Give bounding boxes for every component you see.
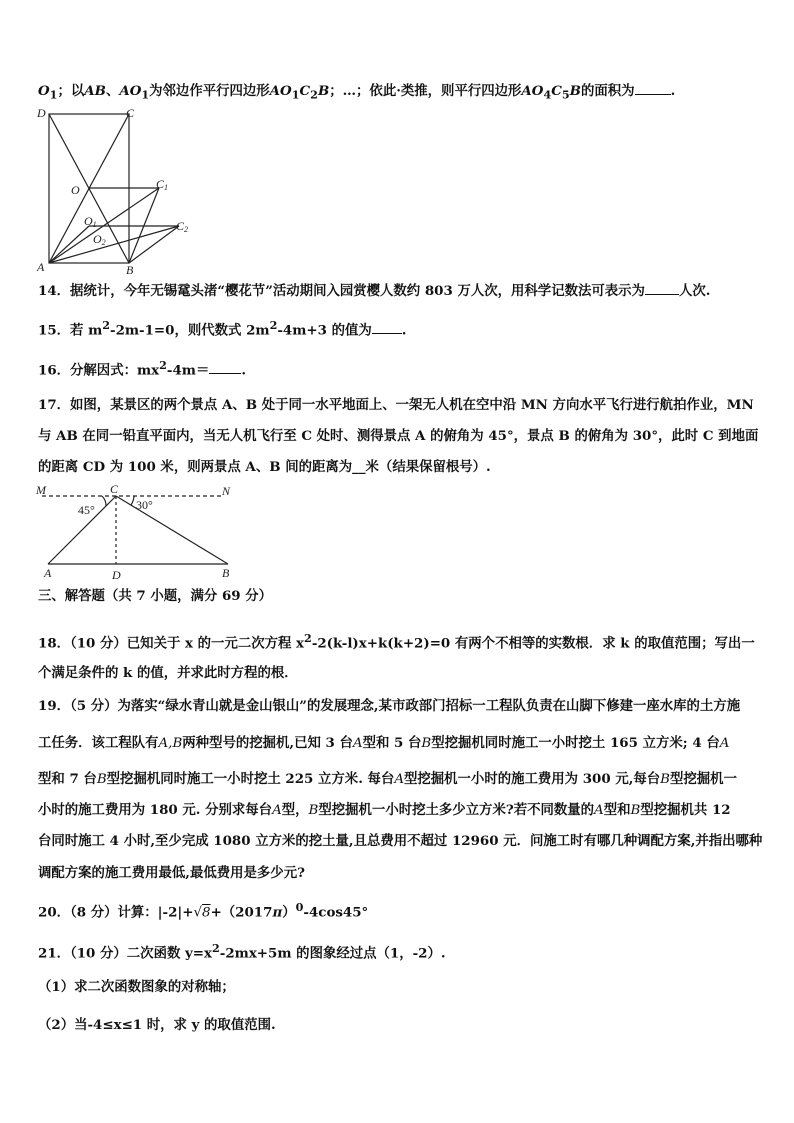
label-c1-sub: 1 xyxy=(164,183,169,192)
text: 型和 7 台 xyxy=(38,771,97,787)
question-16 xyxy=(38,357,758,379)
question-18-line2: 个满足条件的 k 的值，并求此时方程的根． xyxy=(38,665,298,681)
math-b: B xyxy=(96,772,107,787)
par-label: B xyxy=(317,83,330,99)
text: 型和 xyxy=(603,802,631,818)
superscript: 2 xyxy=(212,942,220,955)
text: 型挖掘机共 12 xyxy=(640,802,731,818)
question-21-part2: （2）当-4≤x≤1 时，求 y 的取值范围. xyxy=(38,1017,276,1033)
figure-drone xyxy=(34,482,244,582)
question-18-line1 xyxy=(38,630,758,652)
math-b: B xyxy=(421,736,432,751)
label-n: N xyxy=(222,484,231,498)
question-19-line5: 台同时施工 4 小时,至少完成 1080 立方米的挖土量,且总费用不超过 12960 元．问施工时有哪几种调配方案,并指出哪种 xyxy=(38,833,763,849)
question-20 xyxy=(38,899,758,922)
text: ；…；依此·类推，则平行四边形 xyxy=(329,83,522,99)
section-header: 三、解答题（共 7 小题，满分 69 分） xyxy=(38,588,273,604)
math-ab: A,B xyxy=(158,736,183,751)
label-c2-sub: 2 xyxy=(184,225,189,234)
text: 型挖掘机一 xyxy=(670,771,737,787)
par-label: B xyxy=(569,83,581,99)
text: 16．分解因式：mx xyxy=(38,362,160,379)
angle-arc-30 xyxy=(131,496,134,505)
answer-blank xyxy=(645,282,679,295)
question-19-line4 xyxy=(38,801,758,820)
text: 型挖掘机同时施工一小时挖土 225 立方米. 每台 xyxy=(106,771,395,787)
pi-symbol: π xyxy=(272,904,283,921)
subscript: 2 xyxy=(310,88,318,102)
question-17-line1: 17．如图，某景区的两个景点 A、B 处于同一水平地面上、一架无人机在空中沿 MN 方向水平飞行进行航拍作业，MN xyxy=(38,397,754,413)
question-17-line2: 与 AB 在同一铅直平面内，当无人机飞行至 C 处时、测得景点 A 的俯角为 45°，景点 B 的俯角为 30°，此时 C 到地面 xyxy=(38,428,759,444)
label-m: M xyxy=(36,483,46,497)
answer-blank xyxy=(635,82,671,95)
text: ；以 xyxy=(57,83,85,99)
label-b: B xyxy=(222,566,230,580)
answer-blank xyxy=(372,321,402,334)
text: 20．（8 分）计算：|-2|+ xyxy=(38,904,194,921)
text: -4m+3 的值为 xyxy=(277,322,372,339)
par-label: AO xyxy=(521,83,544,99)
label-o2-letter: O xyxy=(93,232,102,246)
label-c: C xyxy=(126,106,135,120)
text: 15．若 m xyxy=(38,322,103,339)
text: -4cos45° xyxy=(303,904,369,921)
text: -2m-1=0，则代数式 2m xyxy=(110,322,270,339)
label-30: 30° xyxy=(136,498,153,512)
question-15 xyxy=(38,317,758,339)
text: 型挖掘机一小时挖土多少立方米?若不同数量的 xyxy=(318,802,595,818)
q13-tail-line xyxy=(38,82,758,105)
subscript: 1 xyxy=(291,88,300,102)
label-c2 xyxy=(176,219,188,234)
text: 型挖掘机一小时的施工费用为 300 元,每台 xyxy=(403,771,661,787)
radicand: 8 xyxy=(202,905,211,921)
math-a: A xyxy=(352,736,363,751)
text: 型挖掘机同时施工一小时挖土 165 立方米; 4 台 xyxy=(431,735,720,751)
subscript: 1 xyxy=(49,88,58,102)
label-o2-sub: 2 xyxy=(101,238,106,247)
text: 21．（10 分）二次函数 y=x xyxy=(38,945,213,962)
label-b: B xyxy=(126,263,134,277)
text: 18．（10 分）已知关于 x 的一元二次方程 x xyxy=(38,635,305,652)
text: 两种型号的挖掘机,已知 3 台 xyxy=(182,735,353,751)
math-b: B xyxy=(630,803,641,818)
text: 工任务．该工程队有 xyxy=(38,735,159,751)
question-14 xyxy=(38,282,758,300)
text: . xyxy=(241,362,247,379)
text: -4m＝ xyxy=(166,362,210,379)
text: 、 xyxy=(105,83,120,99)
o1-label: O xyxy=(38,83,50,99)
answer-blank xyxy=(209,361,241,374)
label-o1-letter: O xyxy=(84,214,93,228)
label-o2 xyxy=(93,232,106,247)
math-b: B xyxy=(660,772,671,787)
superscript: 2 xyxy=(159,359,167,372)
label-d: D xyxy=(112,568,121,582)
label-o: O xyxy=(71,183,80,197)
segment-ab: AB xyxy=(84,83,106,99)
math-a: A xyxy=(272,803,282,818)
question-17-line3: 的距离 CD 为 100 米，则两景点 A、B 间的距离为__米（结果保留根号）. xyxy=(38,459,491,475)
text: 的面积为 xyxy=(581,83,635,99)
text: -2mx+5m 的图象经过点（1，-2）. xyxy=(219,945,446,962)
text: 型和 5 台 xyxy=(362,735,422,751)
superscript: 2 xyxy=(304,632,312,645)
figure-parallelogram xyxy=(34,106,204,278)
label-o1-sub: 1 xyxy=(92,220,97,229)
math-b: B xyxy=(308,803,319,818)
label-a: A xyxy=(44,566,52,580)
question-19-line1: 19．（5 分）为落实“绿水青山就是金山银山”的发展理念,某市政部门招标一工程队负责在山脚下修建一座水库的土方施 xyxy=(38,698,741,714)
label-d: D xyxy=(37,106,46,120)
angle-arc-45 xyxy=(102,496,106,506)
question-19-line3 xyxy=(38,770,758,789)
label-45: 45° xyxy=(78,503,95,517)
text: ） xyxy=(282,904,296,921)
label-o1 xyxy=(84,214,97,229)
question-text: 14．据统计，今年无锡鼋头渚“樱花节”活动期间入园赏樱人数约 803 万人次，用科学记数法可表示为 xyxy=(38,283,645,299)
par-label: C xyxy=(299,83,311,99)
math-a: A xyxy=(394,772,404,787)
sqrt-symbol: √ xyxy=(193,905,203,921)
subscript: 4 xyxy=(543,88,552,102)
text: +（2017 xyxy=(210,904,273,921)
subscript: 5 xyxy=(561,88,570,102)
text: 型， xyxy=(281,802,309,818)
question-19-line2 xyxy=(38,734,758,753)
question-19-line6: 调配方案的施工费用最低,最低费用是多少元? xyxy=(38,865,305,881)
subscript: 1 xyxy=(141,88,150,102)
segment-ao1: AO xyxy=(119,83,142,99)
superscript: 2 xyxy=(102,319,111,332)
text: 小时的施工费用为 180 元. 分别求每台 xyxy=(38,802,273,818)
text: . xyxy=(670,83,676,99)
superscript: 0 xyxy=(295,901,304,914)
label-c2-letter: C xyxy=(176,219,185,233)
text: . xyxy=(401,322,407,339)
par-label: C xyxy=(551,83,562,99)
text: 人次. xyxy=(678,283,711,299)
text: -2(k-l)x+k(k+2)=0 有两个不相等的实数根．求 k 的取值范围；写出一 xyxy=(311,635,755,652)
label-a: A xyxy=(37,260,45,274)
line-cb xyxy=(116,496,228,564)
text: 为邻边作平行四边形 xyxy=(149,83,270,99)
superscript: 2 xyxy=(269,319,278,332)
label-c: C xyxy=(110,482,119,496)
label-c1-letter: C xyxy=(156,177,165,191)
math-a: A xyxy=(594,803,604,818)
math-a: A xyxy=(719,736,730,751)
question-21 xyxy=(38,940,758,962)
question-21-part1: （1）求二次函数图象的对称轴； xyxy=(38,979,235,995)
label-c1 xyxy=(156,177,168,192)
par-label: AO xyxy=(269,83,292,99)
